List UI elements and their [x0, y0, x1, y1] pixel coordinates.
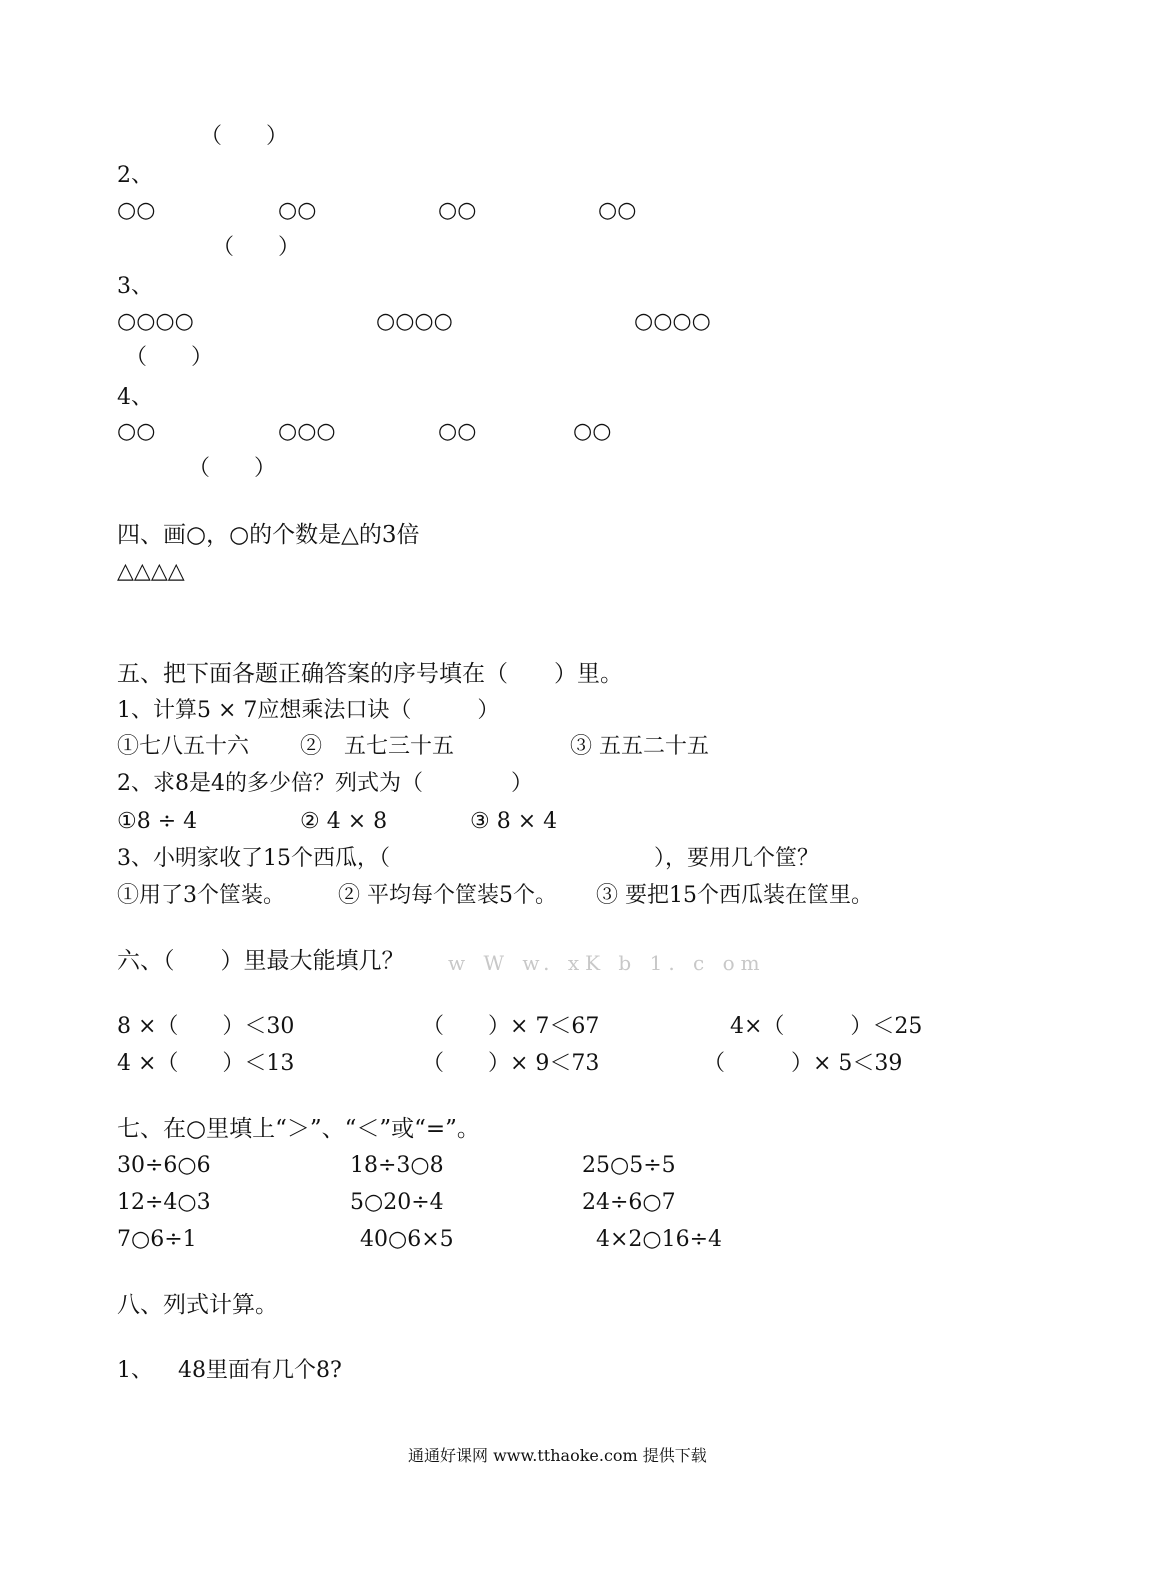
answer-blank: （ ）: [200, 124, 289, 149]
circle-group: ○○○○: [117, 309, 194, 334]
triangle-row: △△△△: [117, 559, 185, 584]
option: ③ 要把15个西瓜装在筐里。: [596, 883, 873, 908]
circle-group: ○○: [598, 198, 637, 223]
circle-group: ○○○○: [634, 309, 711, 334]
option: ② 4 × 8: [300, 809, 388, 834]
comparison: 5○20÷4: [350, 1190, 444, 1215]
question-text: 1、计算5 × 7应想乘法口诀（ ）: [117, 698, 500, 723]
option: ①8 ÷ 4: [117, 809, 198, 834]
comparison: 30÷6○6: [117, 1153, 211, 1178]
question-number: 1、: [117, 1358, 153, 1383]
comparison: 24÷6○7: [582, 1190, 676, 1215]
option: ③ 五五二十五: [570, 734, 709, 759]
option: ② 平均每个筐装5个。: [338, 883, 557, 908]
comparison: 25○5÷5: [582, 1153, 676, 1178]
inequality: （ ）× 9＜73: [422, 1051, 600, 1076]
section-title: 八、列式计算。: [117, 1292, 278, 1318]
option: ③ 8 × 4: [470, 809, 558, 834]
option: ①七八五十六: [117, 734, 250, 759]
inequality: （ ）× 7＜67: [422, 1014, 600, 1039]
option: ② 五七三十五: [300, 734, 455, 759]
section-title: 四、画○，○的个数是△的3倍: [117, 522, 420, 548]
comparison: 4×2○16÷4: [596, 1227, 723, 1252]
comparison: 7○6÷1: [117, 1227, 197, 1252]
comparison: 12÷4○3: [117, 1190, 211, 1215]
page-footer: 通通好课网 www.tthaoke.com 提供下载: [408, 1446, 707, 1465]
question-number: 3、: [117, 274, 153, 299]
circle-group: ○○○○: [376, 309, 453, 334]
section-title: 五、把下面各题正确答案的序号填在（ ）里。: [117, 661, 623, 687]
circle-group: ○○: [278, 198, 317, 223]
question-text: 3、小明家收了15个西瓜，（ ），要用几个筐？: [117, 846, 819, 871]
question-text: 48里面有几个8?: [178, 1358, 342, 1383]
comparison: 40○6×5: [360, 1227, 454, 1252]
answer-blank: （ ）: [125, 345, 214, 370]
inequality: （ ）× 5＜39: [703, 1051, 903, 1076]
watermark: w W w. xK b 1. c om: [448, 951, 766, 975]
answer-blank: （ ）: [188, 456, 277, 481]
question-number: 2、: [117, 163, 153, 188]
question-number: 4、: [117, 385, 153, 410]
inequality: 4 ×（ ）＜13: [117, 1051, 295, 1076]
question-text: 2、求8是4的多少倍？列式为（ ）: [117, 771, 533, 796]
option: ①用了3个筐装。: [117, 883, 285, 908]
circle-group: ○○: [438, 198, 477, 223]
inequality: 8 ×（ ）＜30: [117, 1014, 295, 1039]
section-title: 七、在○里填上“＞”、“＜”或“=”。: [117, 1116, 480, 1142]
answer-blank: （ ）: [212, 235, 301, 260]
circle-group: ○○: [117, 198, 156, 223]
comparison: 18÷3○8: [350, 1153, 444, 1178]
section-title: 六、（ ）里最大能填几？: [117, 948, 405, 974]
inequality: 4×（ ）＜25: [730, 1014, 923, 1039]
circle-group: ○○: [573, 419, 612, 444]
circle-group: ○○: [117, 419, 156, 444]
circle-group: ○○: [438, 419, 477, 444]
circle-group: ○○○: [278, 419, 336, 444]
